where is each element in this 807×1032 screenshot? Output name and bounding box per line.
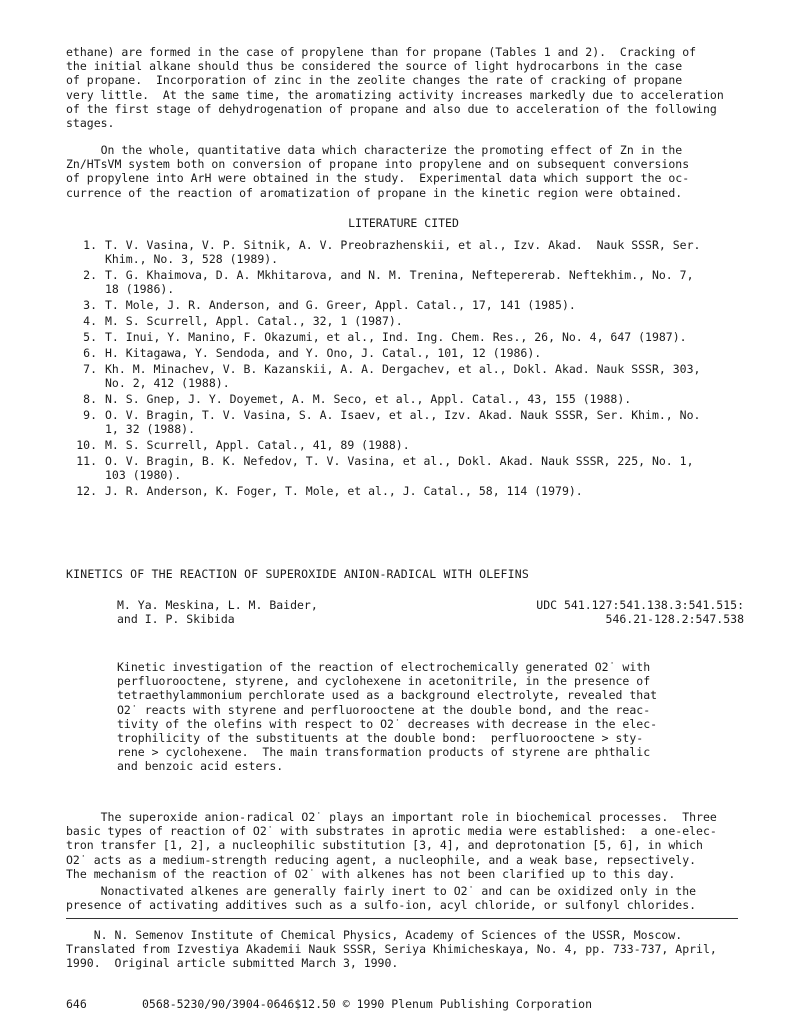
reference-text: M. S. Scurrell, Appl. Catal., 32, 1 (1987). [105, 314, 403, 328]
reference-text: T. Inui, Y. Manino, F. Okazumi, et al., Ind. Ing. Chem. Res., 26, No. 4, 647 (1987). [105, 330, 687, 344]
reference-text: O. V. Bragin, B. K. Nefedov, T. V. Vasina, et al., Dokl. Akad. Nauk SSSR, 225, No. 1, 103 (1980). [105, 454, 694, 483]
reference-text: N. S. Gnep, J. Y. Doyemet, A. M. Seco, et al., Appl. Catal., 43, 155 (1988). [105, 392, 632, 406]
reference-number: 12. [76, 484, 97, 498]
reference-number: 1. [83, 238, 97, 252]
footnote-divider [66, 918, 738, 919]
body-paragraph-2: Nonactivated alkenes are generally fairly inert to O2˙ and can be oxidized only in the presence of activating additives such as a sulfo-ion, acyl chloride, or sulfonyl chlorides. [66, 884, 697, 913]
reference-number: 11. [76, 454, 97, 468]
reference-text: O. V. Bragin, T. V. Vasina, S. A. Isaev, et al., Izv. Akad. Nauk SSSR, Ser. Khim., No. 1, 32 (1988). [105, 408, 701, 437]
reference-number: 2. [83, 268, 97, 282]
footnote: N. N. Semenov Institute of Chemical Physics, Academy of Sciences of the USSR, Moscow. Translated from Izvestiya Akademii Nauk SSSR, Seriya Khimicheskaya, No. 4, pp. 733-737, April, 1990. Original article submitted March 3, 1990. [66, 928, 717, 971]
reference-text: T. Mole, J. R. Anderson, and G. Greer, Appl. Catal., 17, 141 (1985). [105, 298, 576, 312]
reference-number: 8. [83, 392, 97, 406]
reference-text: T. G. Khaimova, D. A. Mkhitarova, and N. M. Trenina, Neftepererab. Neftekhim., No. 7, 18 (1986). [105, 268, 694, 297]
reference-text: T. V. Vasina, V. P. Sitnik, A. V. Preobrazhenskii, et al., Izv. Akad. Nauk SSSR, Ser. Khim., No. 3, 528 (1989). [105, 238, 701, 267]
reference-number: 9. [83, 408, 97, 422]
literature-heading: LITERATURE CITED [348, 216, 459, 230]
reference-text: Kh. M. Minachev, V. B. Kazanskii, A. A. Dergachev, et al., Dokl. Akad. Nauk SSSR, 303, No. 2, 412 (1988). [105, 362, 701, 391]
page-number: 646 [66, 997, 87, 1011]
reference-text: J. R. Anderson, K. Foger, T. Mole, et al., J. Catal., 58, 114 (1979). [105, 484, 583, 498]
article-authors: M. Ya. Meskina, L. M. Baider, and I. P. Skibida [117, 598, 318, 627]
reference-number: 10. [76, 438, 97, 452]
reference-number: 3. [83, 298, 97, 312]
abstract: Kinetic investigation of the reaction of electrochemically generated O2˙ with perfluorooctene, styrene, and cyclohexene in acetonitrile, in the presence of tetraethylammonium perchlorate used as a background electrolyte, revealed that O2˙ reacts with styrene and perfluorooctene at the double bond, and the reac- tivity of the olefins with respect to O2˙ decreases with decrease in the elec- trophilicity of the substituents at the double bond: perfluorooctene > sty- rene > cyclohexene. The main transformation products of styrene are phthalic and benzoic acid esters. [117, 660, 658, 774]
body-paragraph-1: The superoxide anion-radical O2˙ plays an important role in biochemical processes. Three basic types of reaction of O2˙ with substrates in aprotic media were established: a one-elec- tron transfer [1, 2], a nucleophilic substitution [3, 4], and deprotonation [5, 6], in which O2˙ acts as a medium-strength reducing agent, a nucleophile, and a weak base, repsectively. The mechanism of the reaction of O2˙ with alkenes has not been clarified up to this day. [66, 810, 717, 881]
reference-number: 4. [83, 314, 97, 328]
article-title: KINETICS OF THE REACTION OF SUPEROXIDE ANION-RADICAL WITH OLEFINS [66, 567, 530, 581]
intro-paragraph-2: On the whole, quantitative data which characterize the promoting effect of Zn in the Zn/HTsVM system both on conversion of propane into propylene and on subsequent conversions of propylene into ArH were obtained in the study. Experimental data which support the oc- currence of the reaction of aromatization of propane in the kinetic region were obtained. [66, 143, 690, 200]
reference-text: M. S. Scurrell, Appl. Catal., 41, 89 (1988). [105, 438, 410, 452]
reference-number: 5. [83, 330, 97, 344]
reference-text: H. Kitagawa, Y. Sendoda, and Y. Ono, J. Catal., 101, 12 (1986). [105, 346, 542, 360]
intro-paragraph-1: ethane) are formed in the case of propylene than for propane (Tables 1 and 2). Cracking of the initial alkane should thus be considered the source of light hydrocarbons in the case of propane. Incorporation of zinc in the zeolite changes the rate of cracking of propane very little. At the same time, the aromatizing activity increases markedly due to acceleration of the first stage of dehydrogenation of propane and also due to acceleration of the following stages. [66, 45, 724, 131]
reference-number: 6. [83, 346, 97, 360]
publisher-code-line: 0568-5230/90/3904-0646$12.50 © 1990 Plenum Publishing Corporation [142, 997, 593, 1011]
reference-number: 7. [83, 362, 97, 376]
udc-code: UDC 541.127:541.138.3:541.515: 546.21-128.2:547.538 [536, 598, 744, 627]
